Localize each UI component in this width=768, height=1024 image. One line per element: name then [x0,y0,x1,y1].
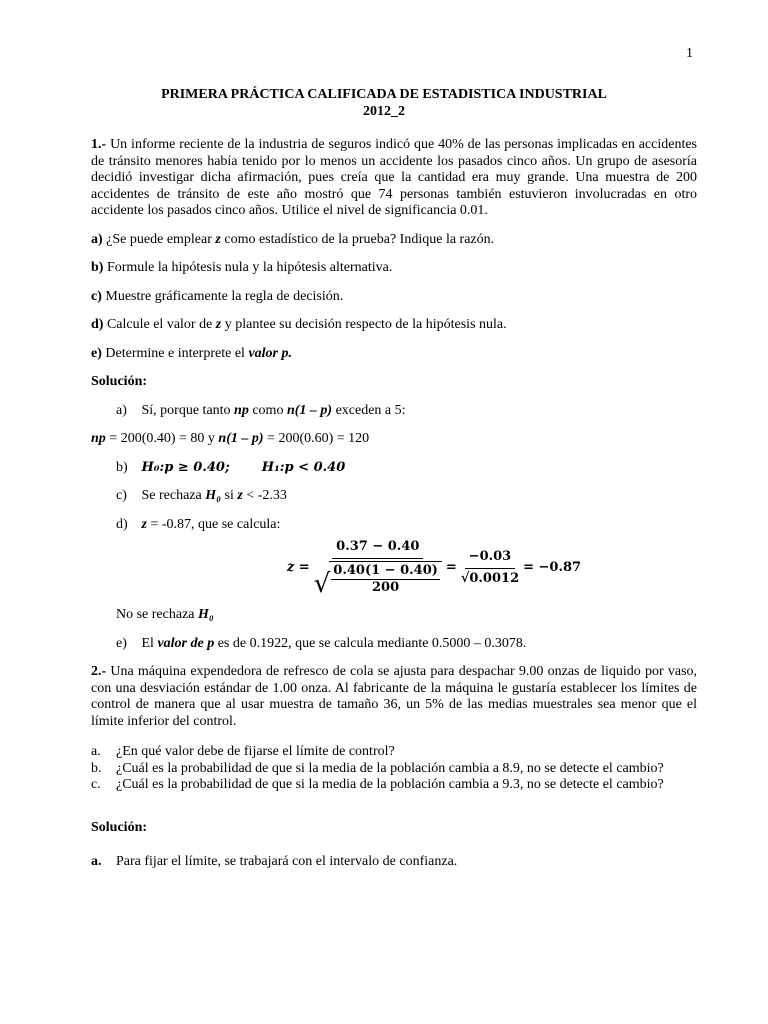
sol2-a-text: Para fijar el límite, se trabajará con el intervalo de confianza. [116,854,458,869]
formula-inner-fraction [331,563,440,597]
sol1-a-n1p: n(1 – p) [286,402,333,418]
q1-a-pre: ¿Se puede emplear [106,231,216,247]
q1-b-label: b) [91,260,104,275]
q2-list [91,744,697,794]
q1-d-label: d) [91,317,104,332]
sol1-calc-np-val: = 200(0.40) = 80 y [105,431,219,446]
formula-denominator [314,559,442,598]
q2-statement-text: Una máquina expendedora de refresco de cola se ajusta para despachar 9.00 onzas de liquido por vaso, con una desviación estándar de 1.00 onza. Al fabricante de la máquina le gustaría establecer los límites de control de manera que al usar muestra de tamaño 36, un 5% de las medias muestrales sea menor que el límite inferior del control. [91,664,698,729]
formula-fraction-2 [461,549,519,587]
q1-a-label: a) [91,231,103,247]
q2-item-b [91,761,697,778]
sol1-e-label: e) [116,635,127,651]
inner-numerator: 0.40(1 − 0.40) [331,563,440,581]
q1-item-b [91,260,697,277]
formula-sqrt [314,561,442,597]
sol1-c-label: c) [116,488,127,503]
sol1-c-post: < -2.33 [242,488,287,503]
sol1-calc-np: np [91,431,106,446]
q2-a-text: ¿En qué valor debe de fijarse el límite de control? [116,744,395,759]
page-number: 1 [686,46,693,61]
title-line-2: 2012_2 [363,104,405,119]
q1-c-text: Muestre gráficamente la regla de decisión. [105,288,344,304]
title-line-1: PRIMERA PRÁCTICA CALIFICADA DE ESTADISTICA INDUSTRIAL [161,87,607,102]
sol1-item-a [91,403,697,420]
q2-c-letter: c. [91,777,101,792]
sqrt-content [329,561,442,597]
q1-item-c [91,289,697,306]
sol1-a-label: a) [116,402,127,418]
q2-b-text: ¿Cuál es la probabilidad de que si la media de la población cambia a 8.9, no se detecte el cambio? [116,760,664,776]
q1-b-text: Formule la hipótesis nula y la hipótesis alternativa. [106,260,393,275]
formula-numerator-2: −0.03 [465,549,516,569]
no-reject-h0: H₀ [198,607,214,622]
inner-denominator: 200 [372,580,400,595]
q1-number: 1.- [91,137,107,152]
sol1-np-calculation [91,431,697,448]
document-title [0,86,768,120]
q1-a-var: z [215,231,221,247]
document-content [91,137,697,871]
sol1-a-np: np [234,402,249,418]
q2-b-letter: b. [91,760,102,776]
sol1-item-d [91,517,697,534]
z-formula [171,539,697,597]
sol1-e-var: valor de p [157,635,215,651]
sol1-b-label: b) [116,459,128,475]
sol1-d-label: d) [116,516,128,532]
q1-item-d [91,317,697,334]
sol1-null-hypothesis: H₀:p ≥ 0.40; [141,459,230,475]
formula-numerator: 0.37 − 0.40 [332,539,423,559]
q1-item-e [91,346,697,363]
sol2-heading: Solución: [91,819,148,835]
formula-lhs: z = [286,559,310,575]
sol1-calc-n1p-val: = 200(0.60) = 120 [263,431,370,446]
formula-denominator-2: √0.0012 [460,570,520,586]
q2-c-text: ¿Cuál es la probabilidad de que si la media de la población cambia a 9.3, no se detecte el cambio? [116,777,664,792]
sol1-e-pre: El [141,635,158,651]
q1-statement-text: Un informe reciente de la industria de seguros indicó que 40% de las personas implicadas en accidentes de tránsito menores había tenido por lo menos un accidente los pasados cinco años. Un grupo de asesoría decidió investigar dicha afirmación, pues creía que la cantidad era muy grande. Una muestra de 200 accidentes de tránsito de este año mostró que 74 personas también estuvieron involucradas en otro accidente los pasados cinco años. Utilice el nivel de significancia 0.01. [91,137,697,218]
sol1-no-reject [91,607,697,624]
sol1-alt-hypothesis: H₁:p < 0.40 [261,459,346,475]
q1-c-label: c) [91,288,102,304]
sol1-a-post: exceden a 5: [332,402,406,418]
q1-e-pre: Determine e interprete el [105,345,249,361]
no-reject-pre: No se rechaza [116,607,199,622]
sol1-item-e [91,636,697,653]
q1-d-pre: Calcule el valor de [106,317,216,332]
q2-number: 2.- [91,664,107,679]
sol1-a-mid: como [248,402,287,418]
sol2-item-a [91,854,697,871]
q2-a-letter: a. [91,744,101,759]
q2-statement [91,664,697,730]
sol1-d-z: z [141,516,147,532]
q2-item-c [91,777,697,794]
formula-fraction-1 [314,539,442,597]
sol1-c-z: z [237,488,243,503]
q1-d-post: y plantee su decisión respecto de la hipótesis nula. [221,317,507,332]
sol1-c-pre: Se rechaza [141,488,206,503]
q1-e-label: e) [91,345,102,361]
q1-item-a [91,232,697,249]
formula-result: = −0.87 [523,559,582,575]
sol1-c-h0: H₀ [205,488,222,503]
q1-d-var: z [215,317,222,332]
q1-statement [91,137,697,220]
sol1-d-post: = -0.87, que se calcula: [146,516,281,532]
q1-e-var: valor p. [248,345,292,361]
sol1-e-post: es de 0.1922, que se calcula mediante 0.5000 – 0.3078. [214,635,527,651]
sol1-a-pre: Sí, porque tanto [141,402,235,418]
q1-a-post: como estadístico de la prueba? Indique la razón. [220,231,495,247]
sqrt-symbol: √ [313,568,331,599]
sol1-heading: Solución: [91,374,148,389]
sol1-item-c [91,488,697,505]
sol1-calc-n1p: n(1 – p) [218,431,264,446]
sol1-c-mid: si [221,488,238,503]
sol2-a-label: a. [91,854,102,869]
formula-equals: = [445,559,457,575]
sol1-item-b [91,460,697,477]
q2-item-a [91,744,697,761]
